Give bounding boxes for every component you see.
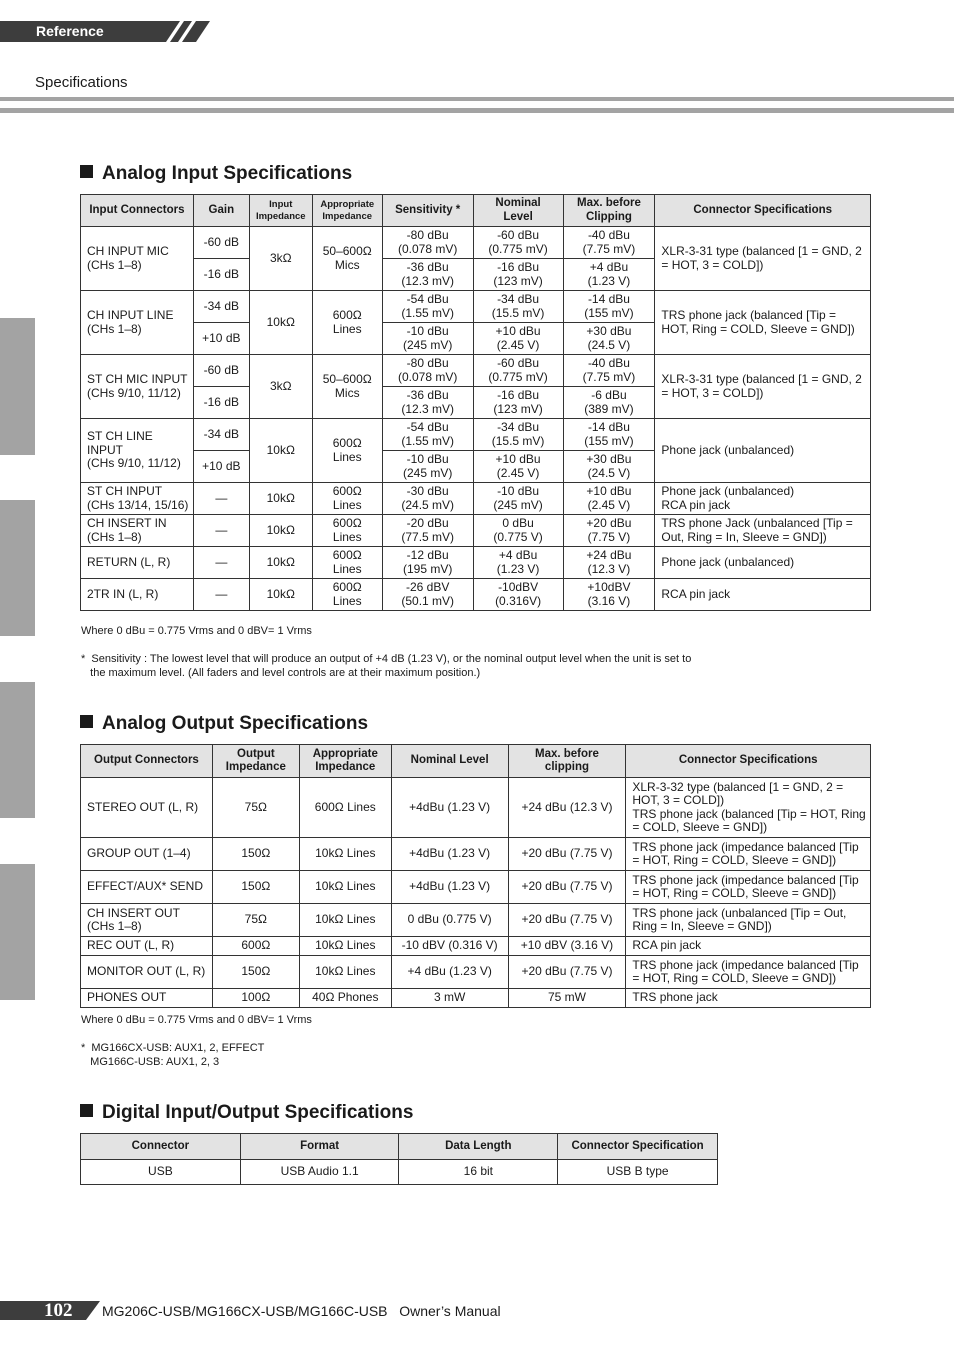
nominal-level-cell: +4dBu (1.23 V) (391, 871, 508, 904)
nominal-level-cell: +4 dBu (1.23 V) (391, 956, 508, 989)
appropriate-impedance-cell (312, 579, 382, 611)
table-row (81, 579, 871, 611)
analog-input-table (80, 194, 871, 611)
sidebar-tab-1 (0, 318, 35, 455)
cell-line: (24.5 V) (587, 465, 631, 480)
header-cell: Nominal Level (473, 195, 563, 227)
max-cell (563, 291, 655, 323)
appropriate-impedance-cell (312, 419, 382, 483)
connector-cell: USB (81, 1160, 241, 1185)
input-impedance-cell: 3kΩ (249, 227, 312, 291)
cell-line: (15.5 mV) (491, 305, 545, 320)
digital-table (80, 1133, 718, 1185)
max-level-cell: +20 dBu (7.75 V) (508, 904, 626, 937)
max-cell (563, 323, 655, 355)
cell-line: (24.5 V) (587, 337, 631, 352)
heading-bullet-icon (80, 1104, 93, 1117)
table-row (81, 989, 871, 1008)
cell-line: Lines (332, 497, 362, 512)
output-connector-cell: GROUP OUT (1–4) (81, 838, 213, 871)
cell-line: 2TR IN (L, R) (87, 586, 159, 601)
sens-cell (382, 323, 473, 355)
table-row (81, 956, 871, 989)
cell-line: -14 dBu (587, 420, 630, 434)
digital-heading: Digital Input/Output Specifications (80, 1102, 413, 1124)
header-cell: Gain (193, 195, 249, 227)
cell-line: (123 mV) (493, 401, 543, 416)
output-connector-cell: PHONES OUT (81, 989, 213, 1008)
cell-line: (389 mV) (584, 401, 634, 416)
cell-line: CH INPUT MIC (87, 244, 169, 258)
input-impedance-cell: 10kΩ (249, 547, 312, 579)
cell-line: (2.45 V) (496, 465, 540, 480)
gain-cell: -16 dB (193, 387, 249, 419)
cell-line: +10 dBu (586, 484, 632, 498)
nominal-cell (473, 291, 563, 323)
nominal-cell (473, 387, 563, 419)
manual-title: MG206C-USB/MG166CX-USB/MG166C-USB Owner’s Manual (102, 1303, 501, 1319)
cell-line: -54 dBu (406, 420, 449, 434)
input-impedance-cell: 10kΩ (249, 291, 312, 355)
appropriate-impedance-cell: 40Ω Phones (299, 989, 391, 1008)
gain-cell: -34 dB (193, 291, 249, 323)
cell-line: (1.23 V) (587, 273, 631, 288)
header-cell: Output Connectors (81, 745, 213, 778)
gain-cell: -60 dB (193, 355, 249, 387)
cell-line: (CHs 9/10, 11/12) (87, 385, 181, 400)
max-level-cell: +20 dBu (7.75 V) (508, 838, 626, 871)
table-row (81, 227, 871, 259)
header-cell: Connector Specification (558, 1134, 718, 1160)
input-connector-cell (81, 483, 194, 515)
cell-line: (CHs 13/14, 15/16) (87, 497, 189, 512)
max-level-cell: +24 dBu (12.3 V) (508, 778, 626, 838)
analog-input-reference-note: Where 0 dBu = 0.775 Vrms and 0 dBV= 1 Vrms (81, 625, 312, 637)
format-cell: USB Audio 1.1 (240, 1160, 399, 1185)
nominal-level-cell: +4dBu (1.23 V) (391, 838, 508, 871)
cell-line: +20 dBu (586, 516, 632, 530)
max-cell (563, 451, 655, 483)
analog-output-reference-note: Where 0 dBu = 0.775 Vrms and 0 dBV= 1 Vrms (81, 1014, 312, 1026)
cell-line: 600Ω (332, 516, 362, 530)
nominal-level-cell: 0 dBu (0.775 V) (391, 904, 508, 937)
cell-line: -6 dBu (591, 388, 627, 402)
input-impedance-cell: 10kΩ (249, 419, 312, 483)
gain-cell: — (193, 483, 249, 515)
cell-line: -40 dBu (587, 228, 630, 242)
appropriate-impedance-cell: 10kΩ Lines (299, 904, 391, 937)
connector-spec-cell: XLR-3-31 type (balanced [1 = GND, 2 = HOT, 3 = COLD]) (655, 355, 871, 419)
table-row (81, 483, 871, 515)
analog-output-heading: Analog Output Specifications (80, 713, 368, 735)
cell-line: (CHs 1–8) (87, 321, 142, 336)
cell-line: -30 dBu (406, 484, 449, 498)
sidebar-tab-3 (0, 682, 35, 818)
table-row (81, 778, 871, 838)
cell-line: Lines (332, 561, 362, 576)
table-row (81, 355, 871, 387)
cell-line: -34 dBu (497, 292, 540, 306)
cell-line: RETURN (L, R) (87, 554, 171, 569)
cell-line: (155 mV) (584, 305, 634, 320)
max-cell (563, 227, 655, 259)
cell-line: (7.75 mV) (582, 241, 636, 256)
sens-cell (382, 515, 473, 547)
max-cell (563, 387, 655, 419)
nominal-cell (473, 227, 563, 259)
nominal-cell (473, 323, 563, 355)
cell-line: -14 dBu (587, 292, 630, 306)
cell-line: -10 dBu (406, 324, 449, 338)
nominal-level-cell: +4dBu (1.23 V) (391, 778, 508, 838)
cell-line: +30 dBu (586, 452, 632, 466)
nominal-cell (473, 483, 563, 515)
analog-output-footnote: * MG166CX-USB: AUX1, 2, EFFECT MG166C-USB: AUX1, 2, 3 (81, 1042, 265, 1068)
cell-line: CH INPUT LINE (87, 308, 174, 322)
connector-spec-cell: TRS phone Jack (unbalanced [Tip = Out, Ring = In, Sleeve = GND]) (655, 515, 871, 547)
header-cell: Max. before clipping (508, 745, 626, 778)
max-cell (563, 547, 655, 579)
input-connector-cell (81, 355, 194, 419)
sidebar-tab-4 (0, 864, 35, 1000)
header-cell: Appropriate Impedance (299, 745, 391, 778)
sens-cell (382, 291, 473, 323)
gain-cell: +10 dB (193, 323, 249, 355)
cell-line: +10 dBu (495, 452, 541, 466)
appropriate-impedance-cell: 600Ω Lines (299, 778, 391, 838)
appropriate-impedance-cell (312, 547, 382, 579)
output-impedance-cell: 150Ω (212, 838, 299, 871)
cell-line: (12.3 mV) (401, 401, 455, 416)
analog-output-table (80, 744, 871, 1008)
cell-line: 600Ω (332, 548, 362, 562)
nominal-cell (473, 515, 563, 547)
header-cell: Input Connectors (81, 195, 194, 227)
cell-line: 600Ω (332, 436, 362, 450)
max-cell (563, 515, 655, 547)
page-number: 102 (44, 1300, 73, 1321)
cell-line: (245 mV) (403, 337, 453, 352)
nominal-level-cell: -10 dBV (0.316 V) (391, 937, 508, 956)
cell-line: Lines (332, 449, 362, 464)
max-cell (563, 355, 655, 387)
gain-cell: -16 dB (193, 259, 249, 291)
cell-line: (77.5 mV) (401, 529, 455, 544)
cell-line: 50–600Ω (322, 372, 372, 386)
cell-line: (2.45 V) (496, 337, 540, 352)
max-level-cell: +10 dBV (3.16 V) (508, 937, 626, 956)
header-rule-top (0, 97, 954, 101)
cell-line: -10 dBu (406, 452, 449, 466)
cell-line: ST CH LINE (87, 429, 153, 444)
cell-line: Lines (332, 593, 362, 608)
output-impedance-cell: 100Ω (212, 989, 299, 1008)
appropriate-impedance-cell: 10kΩ Lines (299, 838, 391, 871)
cell-line: +4 dBu (589, 260, 629, 274)
cell-line: (0.775 V) (493, 529, 543, 544)
input-impedance-cell: 3kΩ (249, 355, 312, 419)
cell-line: 0 dBu (502, 516, 534, 530)
connector-spec-cell: Phone jack (unbalanced) RCA pin jack (655, 483, 871, 515)
connector-spec-cell: TRS phone jack (balanced [Tip = HOT, Ring = COLD, Sleeve = GND]) (655, 291, 871, 355)
table-row (81, 1160, 718, 1185)
appropriate-impedance-cell (312, 483, 382, 515)
cell-line: -10dBV (498, 580, 539, 594)
header-cell: Max. before Clipping (563, 195, 655, 227)
gain-cell: +10 dB (193, 451, 249, 483)
cell-line: -40 dBu (587, 356, 630, 370)
cell-line: +10 dBu (495, 324, 541, 338)
max-cell (563, 483, 655, 515)
output-impedance-cell: 150Ω (212, 871, 299, 904)
table-row (81, 419, 871, 451)
input-impedance-cell: 10kΩ (249, 515, 312, 547)
cell-line: -36 dBu (406, 388, 449, 402)
reference-tab-label: Reference (36, 23, 104, 39)
input-impedance-cell: 10kΩ (249, 483, 312, 515)
sens-cell (382, 483, 473, 515)
input-connector-cell (81, 291, 194, 355)
cell-line: (50.1 mV) (401, 593, 455, 608)
section-subtitle: Specifications (35, 74, 128, 91)
cell-line: INPUT (87, 442, 123, 457)
header-cell: Input Impedance (249, 195, 312, 227)
cell-line: (3.16 V) (587, 593, 631, 608)
output-connector-cell: STEREO OUT (L, R) (81, 778, 213, 838)
connector-spec-cell: Phone jack (unbalanced) (655, 419, 871, 483)
table-row (81, 871, 871, 904)
header-cell: Appropriate Impedance (312, 195, 382, 227)
table-row (81, 838, 871, 871)
cell-line: (1.55 mV) (401, 433, 455, 448)
appropriate-impedance-cell (312, 227, 382, 291)
header-cell: Connector Specifications (626, 745, 871, 778)
cell-line: 600Ω (332, 308, 362, 322)
cell-line: (CHs 9/10, 11/12) (87, 456, 181, 471)
reference-tab (0, 21, 210, 42)
nominal-cell (473, 451, 563, 483)
output-connector-cell: MONITOR OUT (L, R) (81, 956, 213, 989)
cell-line: (15.5 mV) (491, 433, 545, 448)
cell-line: (0.078 mV) (398, 241, 458, 256)
connector-spec-cell: RCA pin jack (655, 579, 871, 611)
cell-line: +24 dBu (586, 548, 632, 562)
table-row (81, 904, 871, 937)
table-row (81, 291, 871, 323)
nominal-cell (473, 259, 563, 291)
gain-cell: — (193, 547, 249, 579)
connector-spec-cell: TRS phone jack (impedance balanced [Tip = HOT, Ring = COLD, Sleeve = GND]) (626, 871, 871, 904)
sens-cell (382, 227, 473, 259)
input-connector-cell (81, 515, 194, 547)
cell-line: (2.45 V) (587, 497, 631, 512)
cell-line: -16 dBu (497, 260, 540, 274)
nominal-cell (473, 547, 563, 579)
table-row (81, 937, 871, 956)
input-connector-cell (81, 547, 194, 579)
cell-line: 50–600Ω (322, 244, 372, 258)
cell-line: -54 dBu (406, 292, 449, 306)
max-level-cell: +20 dBu (7.75 V) (508, 956, 626, 989)
cell-line: (0.775 mV) (488, 369, 548, 384)
connector-spec-cell: RCA pin jack (626, 937, 871, 956)
appropriate-impedance-cell (312, 355, 382, 419)
data-length-cell: 16 bit (399, 1160, 558, 1185)
sidebar-tab-2 (0, 500, 35, 636)
header-rule-bottom (0, 108, 954, 113)
header-cell: Connector (81, 1134, 241, 1160)
nominal-level-cell: 3 mW (391, 989, 508, 1008)
gain-cell: -34 dB (193, 419, 249, 451)
cell-line: (123 mV) (493, 273, 543, 288)
appropriate-impedance-cell: 10kΩ Lines (299, 937, 391, 956)
cell-line: -36 dBu (406, 260, 449, 274)
max-cell (563, 579, 655, 611)
gain-cell: — (193, 515, 249, 547)
analog-input-heading: Analog Input Specifications (80, 163, 352, 185)
table-row (81, 547, 871, 579)
cell-line: -34 dBu (497, 420, 540, 434)
cell-line: (12.3 mV) (401, 273, 455, 288)
connector-spec-cell: XLR-3-32 type (balanced [1 = GND, 2 = HOT, 3 = COLD]) TRS phone jack (balanced [Tip = HOT, Ring = COLD, Sleeve = GND]) (626, 778, 871, 838)
header-cell: Output Impedance (212, 745, 299, 778)
cell-line: -80 dBu (406, 356, 449, 370)
cell-line: (7.75 V) (587, 529, 631, 544)
header-cell: Connector Specifications (655, 195, 871, 227)
cell-line: -16 dBu (497, 388, 540, 402)
cell-line: (155 mV) (584, 433, 634, 448)
cell-line: -12 dBu (406, 548, 449, 562)
sens-cell (382, 579, 473, 611)
appropriate-impedance-cell: 10kΩ Lines (299, 956, 391, 989)
max-cell (563, 259, 655, 291)
cell-line: 600Ω (332, 580, 362, 594)
sens-cell (382, 259, 473, 291)
cell-line: Mics (334, 257, 360, 272)
analog-input-footnote: * Sensitivity : The lowest level that will produce an output of +4 dB (1.23 V), or the nominal output level when the unit is set to the maximum level. (All faders and level controls are at their maximum position.) (81, 653, 692, 679)
header-cell: Data Length (399, 1134, 558, 1160)
cell-line: (0.078 mV) (398, 369, 458, 384)
appropriate-impedance-cell (312, 515, 382, 547)
output-connector-cell: EFFECT/AUX* SEND (81, 871, 213, 904)
cell-line: Lines (332, 321, 362, 336)
input-connector-cell (81, 227, 194, 291)
connector-spec-cell: TRS phone jack (impedance balanced [Tip = HOT, Ring = COLD, Sleeve = GND]) (626, 956, 871, 989)
heading-bullet-icon (80, 715, 93, 728)
cell-line: (0.316V) (495, 593, 542, 608)
cell-line: Lines (332, 529, 362, 544)
cell-line: (CHs 1–8) (87, 257, 142, 272)
output-impedance-cell: 75Ω (212, 778, 299, 838)
cell-line: +30 dBu (586, 324, 632, 338)
cell-line: CH INSERT IN (87, 516, 167, 530)
cell-line: -20 dBu (406, 516, 449, 530)
cell-line: ST CH MIC INPUT (87, 372, 188, 386)
heading-bullet-icon (80, 165, 93, 178)
appropriate-impedance-cell (312, 291, 382, 355)
cell-line: +4 dBu (498, 548, 538, 562)
sens-cell (382, 451, 473, 483)
cell-line: -60 dBu (497, 228, 540, 242)
cell-line: -10 dBu (497, 484, 540, 498)
gain-cell: — (193, 579, 249, 611)
connector-spec-cell: TRS phone jack (impedance balanced [Tip = HOT, Ring = COLD, Sleeve = GND]) (626, 838, 871, 871)
sens-cell (382, 547, 473, 579)
cell-line: +10dBV (587, 580, 631, 594)
header-cell: Nominal Level (391, 745, 508, 778)
header-cell: Format (240, 1134, 399, 1160)
cell-line: (195 mV) (403, 561, 453, 576)
sens-cell (382, 387, 473, 419)
cell-line: (245 mV) (403, 465, 453, 480)
table-row (81, 515, 871, 547)
output-connector-cell: CH INSERT OUT (CHs 1–8) (81, 904, 213, 937)
cell-line: (12.3 V) (587, 561, 631, 576)
appropriate-impedance-cell: 10kΩ Lines (299, 871, 391, 904)
connector-spec-cell: TRS phone jack (unbalanced [Tip = Out, Ring = In, Sleeve = GND]) (626, 904, 871, 937)
cell-line: (24.5 mV) (401, 497, 455, 512)
cell-line: (CHs 1–8) (87, 529, 142, 544)
output-impedance-cell: 150Ω (212, 956, 299, 989)
output-connector-cell: REC OUT (L, R) (81, 937, 213, 956)
max-level-cell: 75 mW (508, 989, 626, 1008)
connector-spec-cell: USB B type (558, 1160, 718, 1185)
output-impedance-cell: 600Ω (212, 937, 299, 956)
sens-cell (382, 355, 473, 387)
gain-cell: -60 dB (193, 227, 249, 259)
max-level-cell: +20 dBu (7.75 V) (508, 871, 626, 904)
cell-line: -60 dBu (497, 356, 540, 370)
cell-line: (245 mV) (493, 497, 543, 512)
cell-line: (1.23 V) (496, 561, 540, 576)
sens-cell (382, 419, 473, 451)
cell-line: Mics (334, 385, 360, 400)
input-impedance-cell: 10kΩ (249, 579, 312, 611)
input-connector-cell (81, 419, 194, 483)
output-impedance-cell: 75Ω (212, 904, 299, 937)
cell-line: -26 dBV (406, 580, 450, 594)
cell-line: (1.55 mV) (401, 305, 455, 320)
cell-line: 600Ω (332, 484, 362, 498)
max-cell (563, 419, 655, 451)
nominal-cell (473, 579, 563, 611)
cell-line: ST CH INPUT (87, 484, 163, 498)
connector-spec-cell: TRS phone jack (626, 989, 871, 1008)
connector-spec-cell: XLR-3-31 type (balanced [1 = GND, 2 = HOT, 3 = COLD]) (655, 227, 871, 291)
header-cell: Sensitivity * (382, 195, 473, 227)
cell-line: (0.775 mV) (488, 241, 548, 256)
connector-spec-cell: Phone jack (unbalanced) (655, 547, 871, 579)
cell-line: -80 dBu (406, 228, 449, 242)
cell-line: (7.75 mV) (582, 369, 636, 384)
input-connector-cell (81, 579, 194, 611)
nominal-cell (473, 419, 563, 451)
nominal-cell (473, 355, 563, 387)
